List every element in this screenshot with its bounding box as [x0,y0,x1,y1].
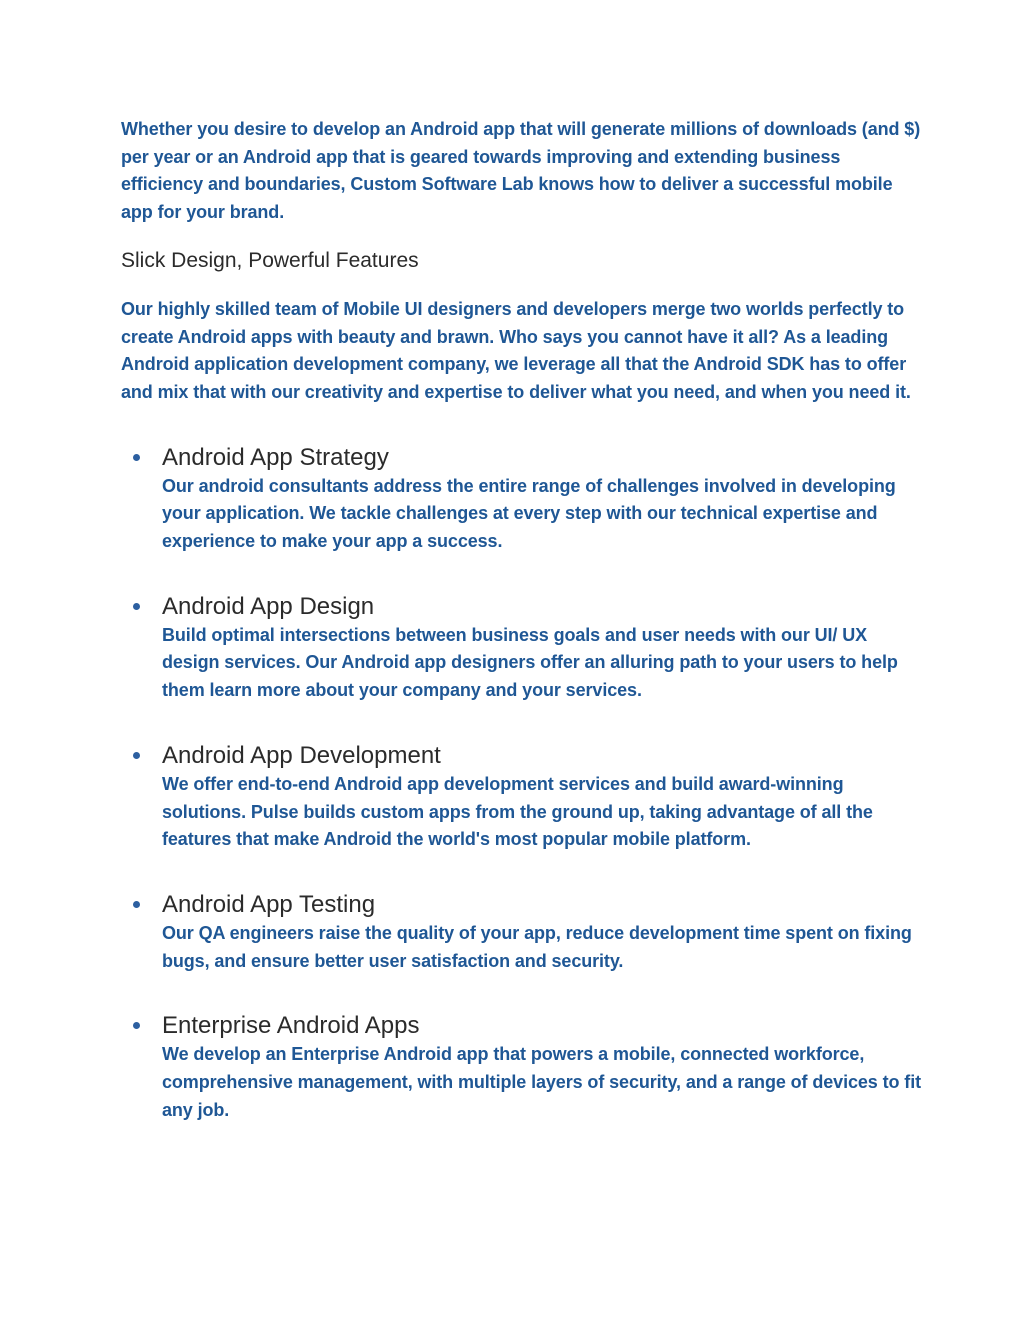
feature-description: Build optimal intersections between business goals and user needs with our UI/ UX design services. Our Android app designers offer an alluring path to your users to help them learn more about your company and your services. [162,624,898,701]
feature-title: Android App Testing [162,890,376,918]
feature-item-strategy [121,443,921,556]
bullet-icon [133,603,140,610]
team-paragraph: Our highly skilled team of Mobile UI designers and developers merge two worlds perfectly to create Android apps with beauty and brawn. Who says you cannot have it all? As a leading Android application development company, we leverage all that the Android SDK has to offer and mix that with our creativity and expertise to deliver what you need, and when you need it. [121,298,911,402]
feature-title: Android App Development [162,741,441,769]
feature-list [121,443,921,1125]
intro-paragraph: Whether you desire to develop an Android app that will generate millions of downloads (and $) per year or an Android app that is geared towards improving and extending business efficiency and boundaries, Custom Software Lab knows how to deliver a successful mobile app for your brand. [121,119,921,223]
feature-description: Our QA engineers raise the quality of your app, reduce development time spent on fixing bugs, and ensure better user satisfaction and security. [162,922,912,971]
bullet-icon [133,1022,140,1029]
feature-item-development [121,741,921,854]
feature-description: We offer end-to-end Android app development services and build award-winning solutions. Pulse builds custom apps from the ground up, taking advantage of all the features that make Android the world's most popular mobile platform. [162,773,873,850]
feature-title: Android App Design [162,592,375,620]
feature-title: Enterprise Android Apps [162,1012,420,1040]
document-page [121,116,921,1160]
section-heading: Slick Design, Powerful Features [121,248,419,272]
bullet-icon [133,454,140,461]
bullet-icon [133,752,140,759]
feature-item-enterprise [121,1011,921,1124]
feature-item-design [121,592,921,705]
feature-description: Our android consultants address the entire range of challenges involved in developing your application. We tackle challenges at every step with our technical expertise and experience to make your app a success. [162,475,896,552]
subheading-block [121,247,921,275]
feature-item-testing [121,890,921,975]
feature-title: Android App Strategy [162,443,389,471]
bullet-icon [133,901,140,908]
feature-description: We develop an Enterprise Android app that powers a mobile, connected workforce, comprehensive management, with multiple layers of security, and a range of devices to fit any job. [162,1044,921,1120]
